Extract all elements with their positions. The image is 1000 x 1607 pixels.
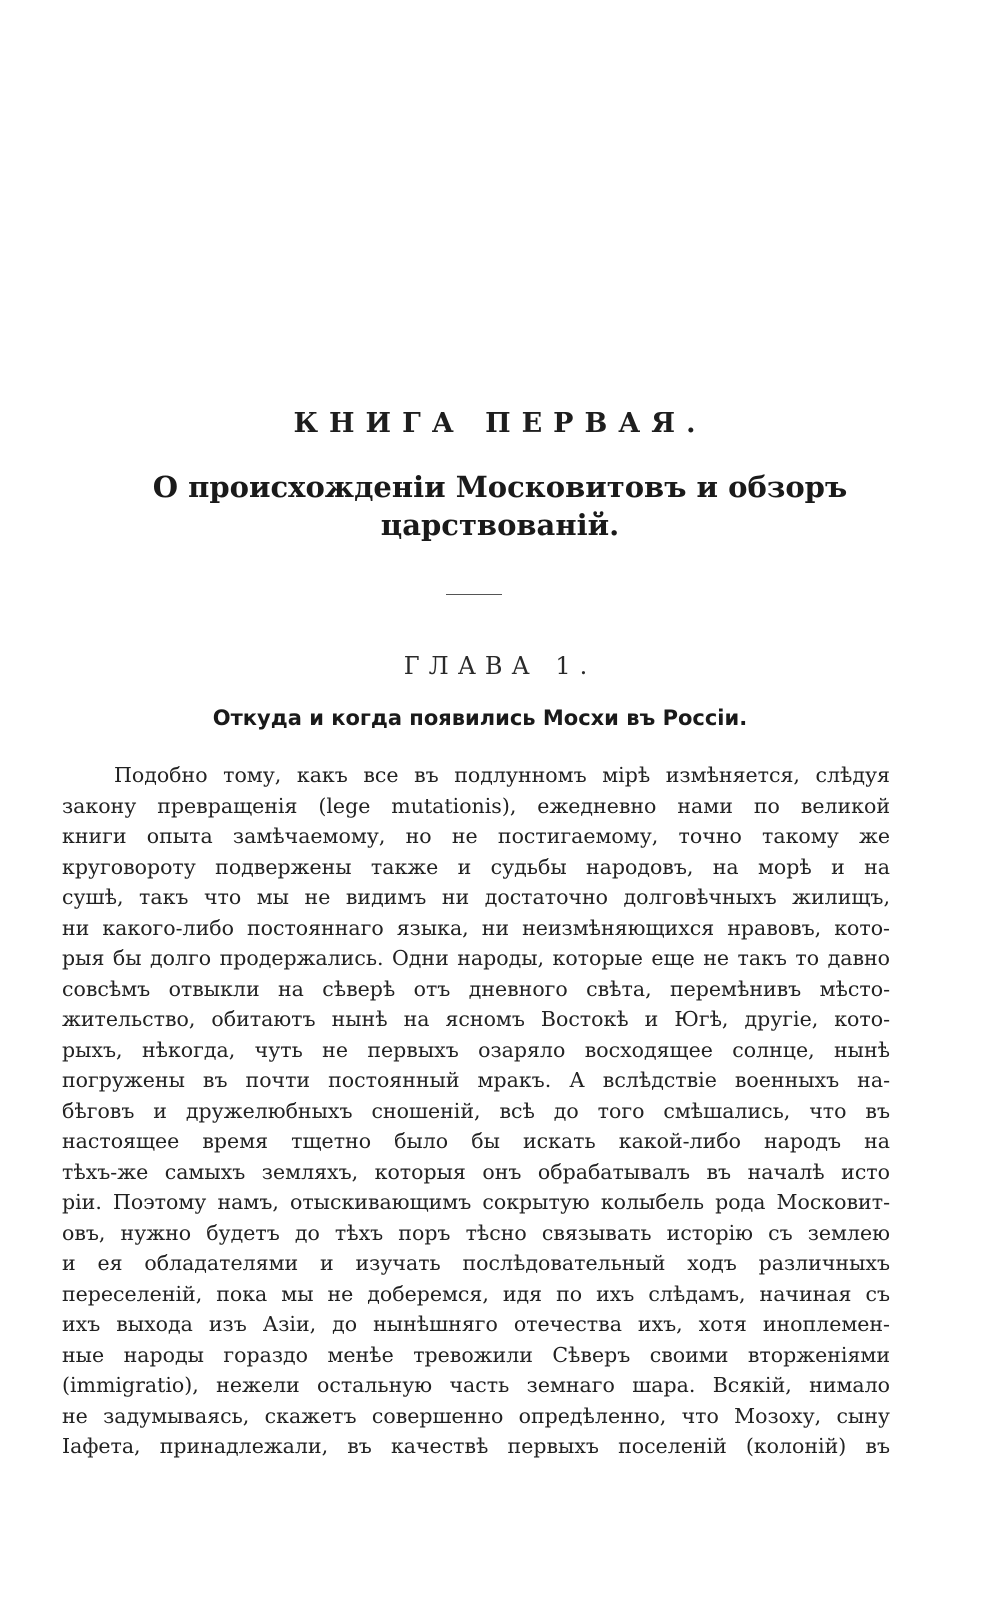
book-title: КНИГА ПЕРВАЯ.	[293, 408, 707, 439]
text-line: переселеній, пока мы не доберемся, идя по ихъ слѣдамъ, начиная съ	[62, 1281, 890, 1306]
chapter-title: ГЛАВА 1.	[403, 652, 597, 680]
text-line: совсѣмъ отвыкли на сѣверѣ отъ дневного свѣта, перемѣнивъ мѣсто-	[62, 976, 890, 1001]
text-line: бѣговъ и дружелюбныхъ сношеній, всѣ до того смѣшались, что въ	[62, 1098, 890, 1123]
text-line: Іафета, принадлежали, въ качествѣ первыхъ поселеній (колоній) въ	[62, 1434, 890, 1458]
text-line: жительство, обитаютъ нынѣ на ясномъ Востокѣ и Югѣ, другіе, кото-	[62, 1007, 890, 1031]
text-line: рыя бы долго продержались. Одни народы, которые еще не такъ то давно	[62, 946, 890, 970]
text-line: не задумываясь, скажетъ совершенно опредѣленно, что Мозоху, сыну	[62, 1403, 890, 1428]
text-line: погружены въ почти постоянный мракъ. А вслѣдствіе военныхъ на-	[62, 1068, 890, 1092]
text-line: сушѣ, такъ что мы не видимъ ни достаточно долговѣчныхъ жилищъ,	[62, 885, 890, 909]
text-line: рыхъ, нѣкогда, чуть не первыхъ озаряло восходящее солнце, нынѣ	[62, 1037, 890, 1062]
text-line: (immigratio), нежели остальную часть земнаго шара. Всякій, нимало	[62, 1373, 890, 1397]
book-subtitle	[120, 468, 880, 544]
text-line: закону превращенія (lege mutationis), ежедневно нами по великой	[62, 793, 890, 818]
chapter-heading: Откуда и когда появились Мосхи въ Россіи.	[212, 706, 748, 730]
text-line: ни какого-либо постояннаго языка, ни неизмѣняющихся нравовъ, кото-	[62, 915, 890, 940]
section-divider	[446, 594, 502, 595]
body-text	[62, 760, 890, 1462]
text-line: тѣхъ-же самыхъ земляхъ, которыя онъ обрабатывалъ въ началѣ исто	[62, 1159, 890, 1184]
text-line: ихъ выхода изъ Азіи, до нынѣшняго отечества ихъ, хотя иноплемен-	[62, 1312, 890, 1336]
text-line: круговороту подвержены также и судьбы народовъ, на морѣ и на	[62, 854, 890, 879]
book-subtitle-line-2: царствованій.	[380, 508, 620, 542]
book-subtitle-line-1: О происхожденіи Московитовъ и обзоръ	[152, 470, 848, 504]
text-line: книги опыта замѣчаемому, но не постигаемому, точно такому же	[62, 824, 890, 848]
text-line: и ея обладателями и изучать послѣдовательный ходъ различныхъ	[62, 1251, 890, 1275]
text-line: настоящее время тщетно было бы искать какой-либо народъ на	[62, 1129, 890, 1153]
text-line: ные народы гораздо менѣе тревожили Сѣверъ своими вторженіями	[62, 1342, 890, 1367]
text-line: Подобно тому, какъ все въ подлунномъ мірѣ измѣняется, слѣдуя	[114, 763, 890, 787]
text-line: ріи. Поэтому намъ, отыскивающимъ сокрытую колыбель рода Московит-	[62, 1190, 890, 1214]
text-line: овъ, нужно будетъ до тѣхъ поръ тѣсно связывать исторію съ землею	[62, 1220, 890, 1245]
